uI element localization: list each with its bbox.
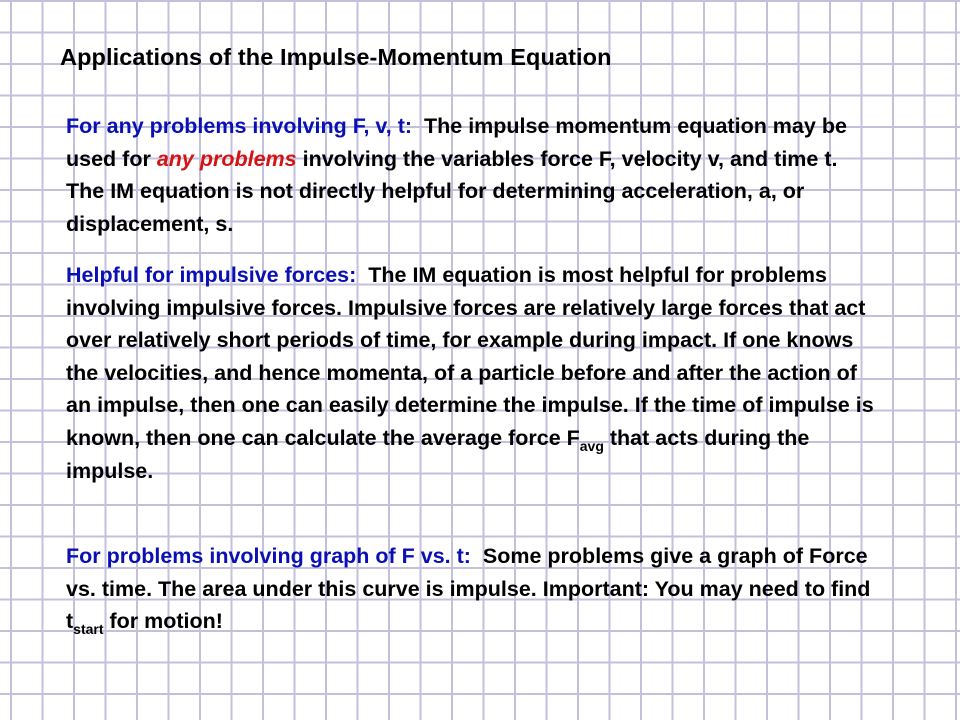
- paragraph-heading: For any problems involving F, v, t:: [66, 114, 413, 138]
- paragraph-text: involving the variables force F, velocity v, and time t. The IM equation is not directly helpful for determining acceleration, a, or displacement, s.: [66, 146, 838, 236]
- slide-title: Applications of the Impulse-Momentum Equation: [60, 44, 612, 70]
- subscript-start: start: [73, 621, 104, 638]
- paragraph-impulsive-forces: [66, 259, 876, 487]
- paragraph-heading: For problems involving graph of F vs. t:: [66, 544, 471, 568]
- paragraph-text: The IM equation is most helpful for problems involving impulsive forces. Impulsive forces are relatively large forces that act over relatively short periods of time, for example during impact. If one knows the velocities, and hence momenta, of a particle before and after the action of an impulse, then one can easily determine the impulse. If the time of impulse is known, then one can calculate the average force F: [66, 263, 874, 450]
- paragraph-general-use: [66, 110, 876, 240]
- subscript-avg: avg: [579, 437, 604, 454]
- paragraph-text: Some problems give a graph of Force vs. time. The area under this curve is impulse. Important: You may need to find t: [66, 544, 871, 634]
- paragraph-text: that acts during the impulse.: [66, 425, 810, 483]
- paragraph-force-time-graph: [66, 540, 876, 638]
- paragraph-text: for motion!: [109, 609, 223, 634]
- paragraph-text: The impulse momentum equation may be used for: [66, 114, 847, 171]
- emphasis-text: any problems: [156, 146, 297, 171]
- paragraph-heading: Helpful for impulsive forces:: [66, 263, 357, 287]
